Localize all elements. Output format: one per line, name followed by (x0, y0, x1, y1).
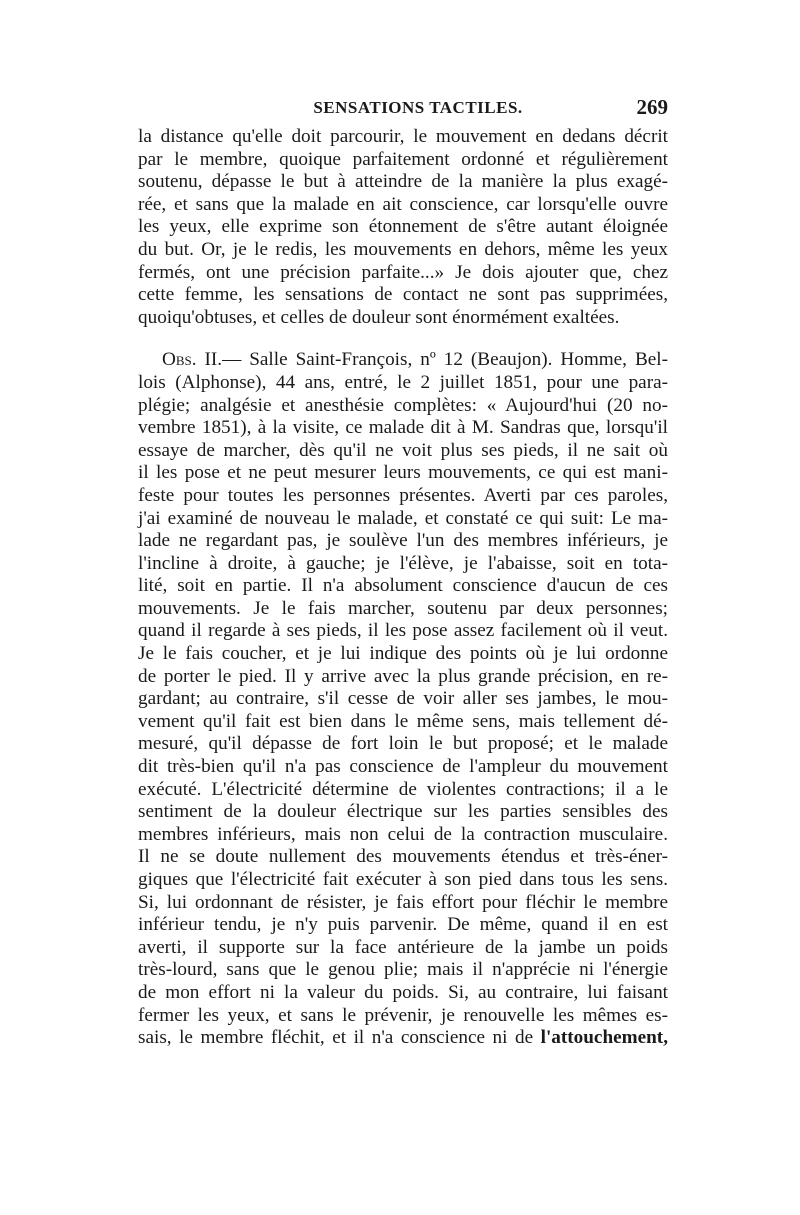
text-line: mouvements. Je le fais marcher, soutenu par deux personnes; (138, 597, 668, 619)
text-line: giques que l'électricité fait exécuter à son pied dans tous les sens. (138, 869, 668, 890)
text-line: quand il regarde à ses pieds, il les pose assez facilement où il veut. (138, 620, 668, 642)
final-line-text: sais, le membre fléchit, et il n'a conscience ni de (138, 1027, 534, 1049)
paragraph-gap (138, 329, 668, 349)
text-line (138, 1027, 668, 1050)
text-line: Il ne se doute nullement des mouvements étendus et très-éner- (138, 846, 668, 868)
text-line: dit très-bien qu'il n'a pas conscience de l'ampleur du mouvement (138, 756, 668, 778)
text-line (138, 349, 668, 372)
final-line-end: l'attouchement, (540, 1027, 668, 1049)
text-line: de porter le pied. Il y arrive avec la plus grande précision, en re- (138, 665, 668, 687)
text-line: vembre 1851), à la visite, ce malade dit à M. Sandras que, lorsqu'il (138, 417, 668, 439)
observation-heading-text: — Salle Saint-François, nº 12 (Beaujon). Homme, Bel- (222, 349, 668, 371)
text-line: vement qu'il fait est bien dans le même sens, mais tellement dé- (138, 710, 668, 732)
text-line: membres inférieurs, mais non celui de la contraction musculaire. (138, 823, 668, 845)
text-line: soutenu, dépasse le but à atteindre de la manière la plus exagé- (138, 171, 668, 193)
text-line: cette femme, les sensations de contact ne sont pas supprimées, (138, 284, 668, 306)
text-line: très-lourd, sans que le genou plie; mais il n'apprécie ni l'énergie (138, 959, 668, 981)
text-line: Si, lui ordonnant de résister, je fais effort pour fléchir le membre (138, 891, 668, 913)
text-line: exécuté. L'électricité détermine de violentes contractions; il a le (138, 778, 668, 800)
text-line: feste pour toutes les personnes présentes. Averti par ces paroles, (138, 484, 668, 506)
text-line: mesuré, qu'il dépasse de fort loin le but proposé; et le malade (138, 733, 668, 755)
text-line: fermer les yeux, et sans le prévenir, je renouvelle les mêmes es- (138, 1004, 668, 1026)
text-line: gardant; au contraire, s'il cesse de voir aller ses jambes, le mou- (138, 688, 668, 710)
text-line: du but. Or, je le redis, les mouvements en dehors, même les yeux (138, 238, 668, 260)
text-line: les yeux, elle exprime son étonnement de s'être autant éloignée (138, 216, 668, 238)
body-text (138, 126, 668, 1050)
observation-paragraph (138, 349, 668, 1049)
paragraph-continuation (138, 126, 668, 329)
text-line: l'incline à droite, à gauche; je l'élève, je l'abaisse, soit en tota- (138, 552, 668, 574)
text-line: par le membre, quoique parfaitement ordonné et régulièrement (138, 148, 668, 170)
text-line: sentiment de la douleur électrique sur les parties sensibles des (138, 801, 668, 823)
page-number: 269 (636, 95, 668, 119)
text-line: lité, soit en partie. Il n'a absolument conscience d'aucun de ces (138, 575, 668, 597)
text-line: quoiqu'obtuses, et celles de douleur sont énormément exaltées. (138, 306, 620, 328)
text-line: averti, il supporte sur la face antérieure de la jambe un poids (138, 936, 668, 958)
text-line: plégie; analgésie et anesthésie complètes: « Aujourd'hui (20 no- (138, 394, 668, 416)
text-line: inférieur tendu, je n'y puis parvenir. De même, quand il en est (138, 914, 668, 936)
text-line: essaye de marcher, dès qu'il ne voit plus ses pieds, il ne sait où (138, 439, 668, 461)
text-line: de mon effort ni la valeur du poids. Si, au contraire, lui faisant (138, 981, 668, 1003)
text-line: Je le fais coucher, et je lui indique des points où je lui ordonne (138, 643, 668, 665)
text-line: la distance qu'elle doit parcourir, le mouvement en dedans décrit (138, 126, 668, 147)
running-head (138, 96, 668, 124)
running-title: SENSATIONS TACTILES. (313, 98, 523, 117)
observation-label: Obs. II. (162, 349, 223, 371)
text-line: j'ai examiné de nouveau le malade, et constaté ce qui suit: Le ma- (138, 507, 668, 529)
text-line: lade ne regardant pas, je soulève l'un des membres inférieurs, je (138, 530, 668, 552)
text-line: il les pose et ne peut mesurer leurs mouvements, ce qui est mani- (138, 462, 668, 484)
text-line: lois (Alphonse), 44 ans, entré, le 2 juillet 1851, pour une para- (138, 371, 668, 393)
text-line: fermés, ont une précision parfaite...» Je dois ajouter que, chez (138, 261, 668, 283)
text-line: rée, et sans que la malade en ait conscience, car lorsqu'elle ouvre (138, 193, 668, 215)
